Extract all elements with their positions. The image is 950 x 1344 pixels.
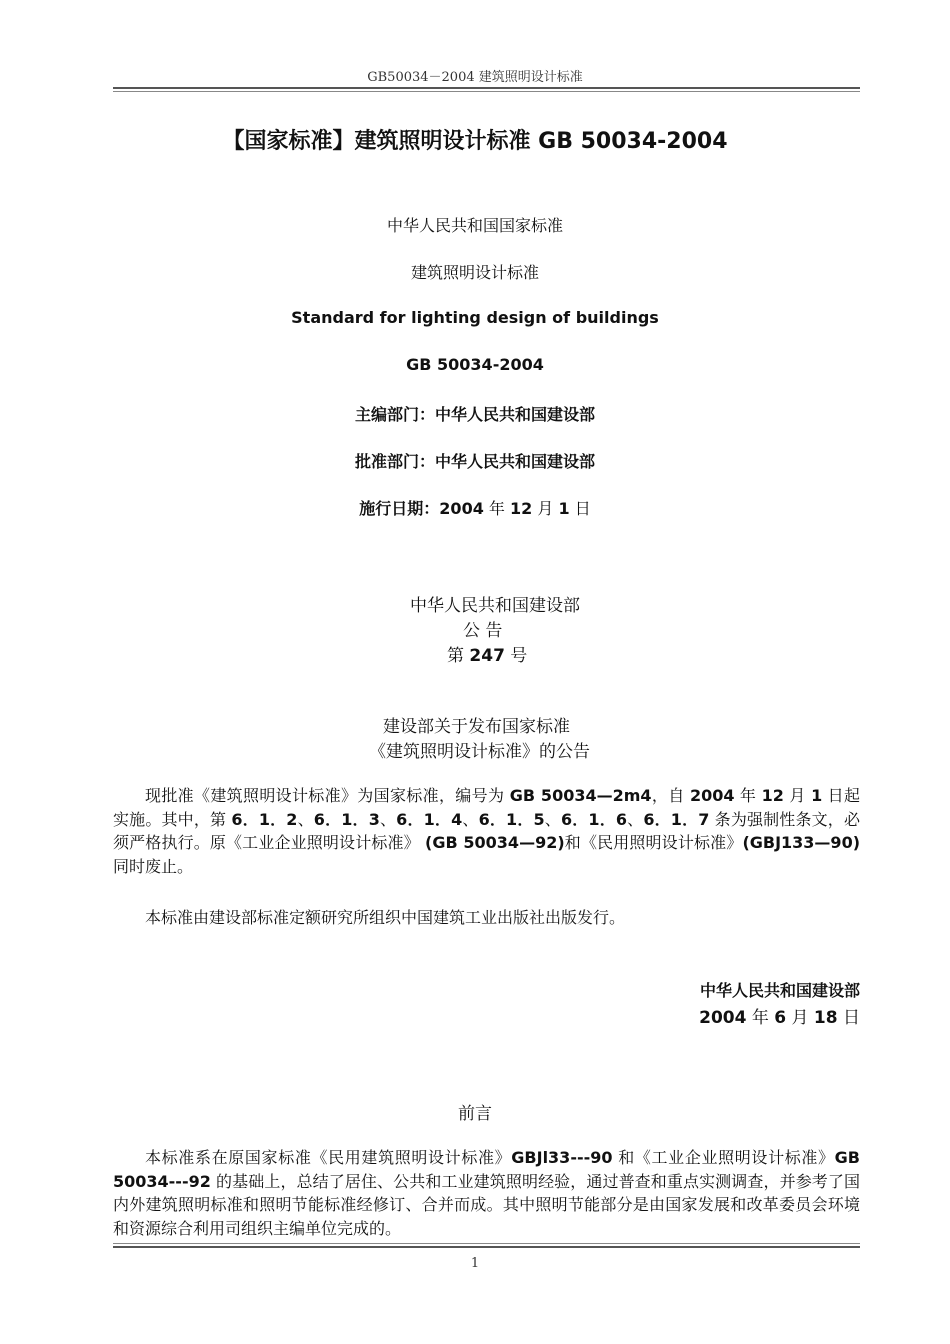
p1-b9: 6．1．6 <box>560 809 628 829</box>
approve-department: 批准部门：中华人民共和国建设部 <box>354 452 595 471</box>
p1-b1: GB 50034—2m4 <box>509 786 652 805</box>
footer-rule-thin <box>113 1243 860 1244</box>
footer-rule <box>113 1246 860 1248</box>
p1-t4: 月 <box>783 786 812 805</box>
notice-subject-1: 建设部关于发布国家标准 <box>383 717 570 737</box>
title-cn: 【国家标准】建筑照明设计标准 <box>222 128 539 154</box>
signature-date <box>113 1003 860 1028</box>
notice-no-post: 号 <box>504 646 528 666</box>
date-label: 施行日期： <box>359 499 440 518</box>
sign-month: 6 <box>774 1008 787 1028</box>
p1-b3: 12 <box>761 786 784 805</box>
p1-t6: 、 <box>297 809 314 829</box>
pre-b1: GBJl33---90 <box>511 1148 613 1167</box>
sign-nian: 年 <box>746 1008 775 1028</box>
p1-t10: 、 <box>627 809 644 829</box>
running-header: GB50034－2004 建筑照明设计标准 <box>367 70 583 85</box>
p1-t5: 日起实施。其中，第 <box>113 786 860 829</box>
pre-b2: GB 50034---92 <box>113 1148 860 1191</box>
document-title <box>0 124 950 155</box>
p1-b4: 1 <box>811 786 823 805</box>
p1-b7: 6．1．4 <box>396 809 463 829</box>
notice-number <box>447 641 527 666</box>
notice-no: 247 <box>469 646 505 666</box>
p1-t12: 和《民用照明设计标准》 <box>564 833 743 852</box>
notice-paragraph-2: 本标准由建设部标准定额研究所组织中国建筑工业出版社出版发行。 <box>145 908 626 927</box>
p1-b2: 2004 <box>689 786 735 805</box>
p1-b8: 6．1．5 <box>478 809 545 829</box>
date-yue: 月 <box>532 499 559 518</box>
date-year: 2004 <box>439 499 484 518</box>
p1-b10: 6．1．7 <box>643 809 710 829</box>
cover-line-2: 建筑照明设计标准 <box>410 263 539 282</box>
pre-t1: 本标准系在原国家标准《民用建筑照明设计标准》 <box>145 1148 512 1167</box>
p1-b6: 6．1．3 <box>313 809 380 829</box>
notice-org: 中华人民共和国建设部 <box>410 596 580 616</box>
header-rule <box>113 87 860 89</box>
page-number: 1 <box>470 1256 480 1271</box>
date-month: 12 <box>510 499 533 518</box>
p1-t8: 、 <box>462 809 479 829</box>
cover-line-1: 中华人民共和国国家标准 <box>386 216 563 235</box>
sign-ri: 日 <box>837 1008 860 1028</box>
sign-yue: 月 <box>786 1008 814 1028</box>
header-rule-thin <box>113 91 860 92</box>
p1-t7: 、 <box>379 809 397 829</box>
notice-paragraph-1 <box>113 784 860 878</box>
p1-b5: 6．1．2 <box>231 809 298 829</box>
pre-t2: 和《工业企业照明设计标准》 <box>612 1148 835 1167</box>
title-code: GB 50034-2004 <box>538 129 728 154</box>
notice-subject-2: 《建筑照明设计标准》的公告 <box>369 742 590 762</box>
sign-day: 18 <box>813 1008 838 1028</box>
standard-code: GB 50034-2004 <box>406 355 544 374</box>
chief-department: 主编部门：中华人民共和国建设部 <box>354 405 595 424</box>
preface-heading: 前言 <box>458 1104 492 1124</box>
pre-t3: 的基础上，总结了居住、公共和工业建筑照明经验，通过普查和重点实测调查，并参考了国内外建筑照明标准和照明节能标准经修订、合并而成。其中照明节能部分是由国家发展和改革委员会环境和资源综合利用司组织主编单位完成的。 <box>113 1171 860 1238</box>
sign-year: 2004 <box>699 1008 747 1028</box>
p1-t9: 、 <box>544 809 561 829</box>
p1-t3: 年 <box>734 786 762 805</box>
p1-t11: 条为强制性条文，必须严格执行。原《工业企业照明设计标准》 <box>113 809 860 852</box>
p1-t13: 同时废止。 <box>113 856 194 876</box>
p1-t1: 现批准《建筑照明设计标准》为国家标准，编号为 <box>145 786 510 805</box>
preface-paragraph <box>113 1146 860 1240</box>
p1-b12: (GBJ133—90) <box>742 833 861 852</box>
date-day: 1 <box>558 499 570 518</box>
p1-b11: (GB 50034—92) <box>425 833 565 852</box>
notice-no-pre: 第 <box>447 646 470 666</box>
effective-date <box>0 496 950 519</box>
signature-org: 中华人民共和国建设部 <box>699 981 860 1000</box>
notice-title: 公 告 <box>463 621 503 641</box>
english-title: Standard for lighting design of buildings <box>291 308 659 327</box>
date-nian: 年 <box>483 499 511 518</box>
date-ri: 日 <box>569 499 591 518</box>
p1-t2: ，自 <box>651 786 690 805</box>
